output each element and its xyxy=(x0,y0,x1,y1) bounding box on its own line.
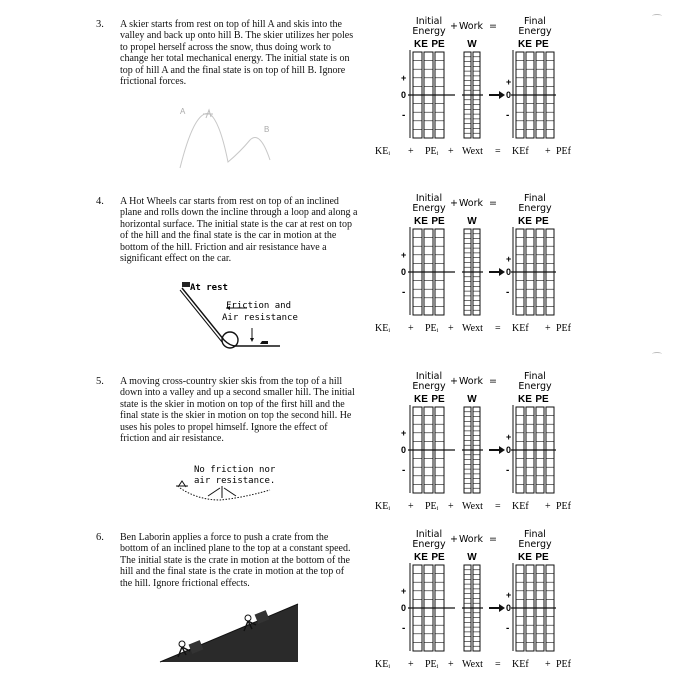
plus-axis-label: + xyxy=(506,77,512,87)
equals-sign: = xyxy=(489,21,497,32)
equation-term: PEᵢ xyxy=(425,146,439,157)
equation-term: + xyxy=(448,501,454,512)
zero-axis-label: 0 xyxy=(401,603,407,613)
air-resistance-label: air resistance. xyxy=(194,476,276,486)
equation-term: PEᵢ xyxy=(425,323,439,334)
final-header: Energy xyxy=(518,381,552,392)
equation-term: + xyxy=(408,659,414,670)
final-header: Final xyxy=(524,529,546,540)
hill-label-b: B xyxy=(264,125,270,134)
initial-header: Initial xyxy=(415,371,443,382)
equation-term: + xyxy=(448,146,454,157)
equation-term: KEf xyxy=(512,659,529,670)
arrow-head xyxy=(499,604,505,612)
pe-label: PE xyxy=(431,216,445,227)
final-header: Final xyxy=(524,193,546,204)
equation-term: PEf xyxy=(556,501,571,512)
initial-header: Initial xyxy=(415,16,443,27)
equation-term: PEᵢ xyxy=(425,501,439,512)
initial-header: Initial xyxy=(415,529,443,540)
initial-header: Energy xyxy=(412,539,446,550)
equation-term: Wext xyxy=(462,146,483,157)
problem-number: 6. xyxy=(96,532,104,543)
zero-axis-label: 0 xyxy=(506,445,512,455)
pe-label: PE xyxy=(431,39,445,50)
final-header: Energy xyxy=(518,26,552,37)
zero-axis-label: 0 xyxy=(506,603,512,613)
equation-term: + xyxy=(545,323,551,334)
hill-label-a: A xyxy=(180,107,186,116)
person-head-2 xyxy=(245,615,251,621)
equation-term: KEf xyxy=(512,146,529,157)
equals-sign: = xyxy=(489,376,497,387)
equation-term: PEf xyxy=(556,659,571,670)
zero-axis-label: 0 xyxy=(401,445,407,455)
minus-axis-label: - xyxy=(402,110,406,121)
equation-term: KEᵢ xyxy=(375,146,390,157)
final-header: Energy xyxy=(518,203,552,214)
at-rest-label: At rest xyxy=(190,283,228,293)
final-header: Energy xyxy=(518,539,552,550)
pe-label: PE xyxy=(535,39,549,50)
problem-number: 3. xyxy=(96,19,104,30)
page-edge-mark xyxy=(652,14,662,18)
work-header: Work xyxy=(458,198,484,209)
ke-label: KE xyxy=(518,394,532,405)
minus-axis-label: - xyxy=(506,623,510,634)
problem-number: 5. xyxy=(96,376,104,387)
ke-label: KE xyxy=(518,216,532,227)
person-head-1 xyxy=(179,641,185,647)
ke-label: KE xyxy=(518,552,532,563)
initial-header: Initial xyxy=(415,193,443,204)
equation-term: = xyxy=(495,323,501,334)
minus-axis-label: - xyxy=(402,623,406,634)
pe-label: PE xyxy=(431,552,445,563)
equation-term: = xyxy=(495,501,501,512)
pe-label: PE xyxy=(535,552,549,563)
equation-term: Wext xyxy=(462,659,483,670)
problem-text: A skier starts from rest on top of hill A and skis into the valley and back up onto hill B. The skier utilizes her poles to propel herself across the snow, thus doing work to change her total mechanical energy. The initial state is on top of hill A and the final state is on top of hill B. Ignore frictional forces. xyxy=(120,19,354,88)
minus-axis-label: - xyxy=(402,287,406,298)
energy-bar-chart xyxy=(370,527,590,673)
plus-axis-label: + xyxy=(401,250,407,260)
plus-axis-label: + xyxy=(506,590,512,600)
plus-sign: + xyxy=(450,198,458,209)
crate-push-illustration xyxy=(156,596,306,668)
ke-label: KE xyxy=(414,216,428,227)
air-resistance-label: Air resistance xyxy=(222,313,298,323)
pe-label: PE xyxy=(431,394,445,405)
equation-term: KEᵢ xyxy=(375,659,390,670)
equation-term: + xyxy=(408,323,414,334)
zero-axis-label: 0 xyxy=(401,90,407,100)
initial-header: Energy xyxy=(412,381,446,392)
pe-label: PE xyxy=(535,216,549,227)
equation-term: + xyxy=(408,501,414,512)
equation-term: = xyxy=(495,146,501,157)
equation-term: + xyxy=(545,501,551,512)
equation-term: + xyxy=(408,146,414,157)
plus-sign: + xyxy=(450,21,458,32)
ke-label: KE xyxy=(414,394,428,405)
equation-term: + xyxy=(545,659,551,670)
equation-term: = xyxy=(495,659,501,670)
zero-axis-label: 0 xyxy=(401,267,407,277)
equation-term: PEᵢ xyxy=(425,659,439,670)
equation-term: PEf xyxy=(556,323,571,334)
final-header: Final xyxy=(524,371,546,382)
problem-text: A moving cross-country skier skis from the top of a hill down into a valley and up a second smaller hill. The initial state is the skier in motion on top of the first hill and the final state is the skier in motion on top the second hill. He uses his poles to propel himself. Ignore the effect of friction and air resistance. xyxy=(120,376,355,445)
equation-term: KEᵢ xyxy=(375,323,390,334)
w-label: W xyxy=(467,39,477,50)
plus-axis-label: + xyxy=(401,428,407,438)
ke-label: KE xyxy=(414,552,428,563)
equation-term: + xyxy=(448,659,454,670)
problem-number: 4. xyxy=(96,196,104,207)
friction-label: Friction and xyxy=(226,301,292,311)
initial-header: Energy xyxy=(412,203,446,214)
equation-term: KEf xyxy=(512,501,529,512)
zero-axis-label: 0 xyxy=(506,267,512,277)
work-header: Work xyxy=(458,534,484,545)
zero-axis-label: 0 xyxy=(506,90,512,100)
equation-term: + xyxy=(545,146,551,157)
equation-term: KEf xyxy=(512,323,529,334)
plus-axis-label: + xyxy=(506,254,512,264)
plus-sign: + xyxy=(450,534,458,545)
equation-term: Wext xyxy=(462,323,483,334)
w-label: W xyxy=(467,216,477,227)
page-edge-mark xyxy=(652,352,662,356)
plus-axis-label: + xyxy=(401,73,407,83)
final-header: Final xyxy=(524,16,546,27)
minus-axis-label: - xyxy=(402,465,406,476)
no-friction-label: No friction nor xyxy=(194,465,276,475)
minus-axis-label: - xyxy=(506,465,510,476)
plus-axis-label: + xyxy=(401,586,407,596)
w-label: W xyxy=(467,394,477,405)
problem-text: Ben Laborin applies a force to push a crate from the bottom of an inclined plane to the top at a constant speed. The initial state is the crate in motion at the bottom of the hill and the final state is the crate in motion at the top of the hill. Ignore frictional effects. xyxy=(120,532,351,589)
equals-sign: = xyxy=(489,534,497,545)
plus-sign: + xyxy=(450,376,458,387)
equation-term: Wext xyxy=(462,501,483,512)
work-header: Work xyxy=(458,21,484,32)
work-header: Work xyxy=(458,376,484,387)
ke-label: KE xyxy=(518,39,532,50)
minus-axis-label: - xyxy=(506,110,510,121)
w-label: W xyxy=(467,552,477,563)
equation-term: PEf xyxy=(556,146,571,157)
equation-term: KEᵢ xyxy=(375,501,390,512)
pe-label: PE xyxy=(535,394,549,405)
equals-sign: = xyxy=(489,198,497,209)
minus-axis-label: - xyxy=(506,287,510,298)
problem-text: A Hot Wheels car starts from rest on top of an inclined plane and rolls down the incline through a loop and along a horizontal surface. The initial state is the car at rest on top of the hill and the final state is the car in motion at the bottom of the hill. Friction and air resistance have a significant effect on the car. xyxy=(120,196,358,265)
ke-label: KE xyxy=(414,39,428,50)
plus-axis-label: + xyxy=(506,432,512,442)
initial-header: Energy xyxy=(412,26,446,37)
equation-term: + xyxy=(448,323,454,334)
